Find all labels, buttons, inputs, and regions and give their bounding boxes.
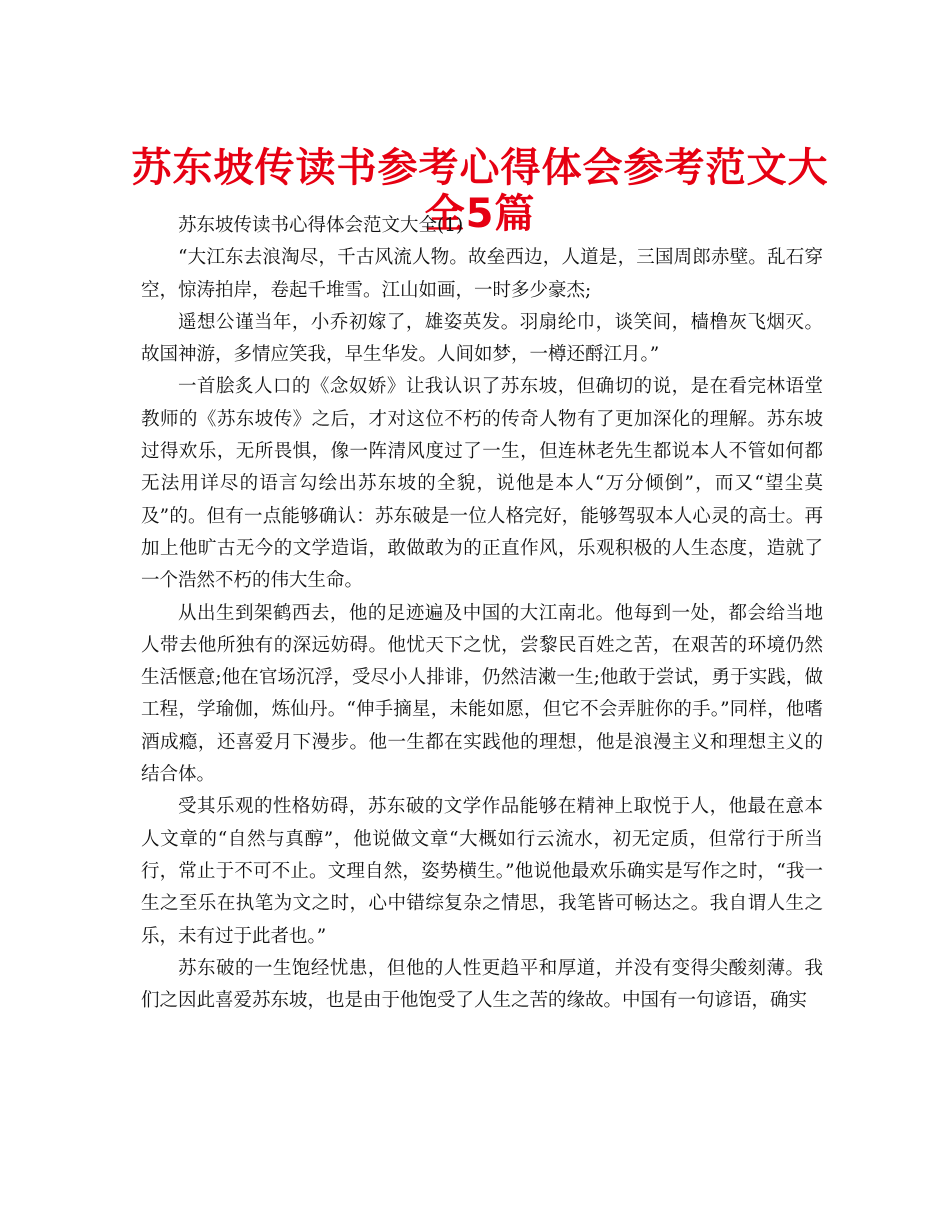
- paragraph: 从出生到架鹤西去，他的足迹遍及中国的大江南北。他每到一处，都会给当地人带去他所独有的深远妨碍。他忧天下之忧，尝黎民百姓之苦，在艰苦的环境仍然生活惬意;他在官场沉浮，受尽小人排诽，仍然洁潄一生;他敢于尝试，勇于实践，做工程，学瑜伽，炼仙丹。“伸手摘星，未能如愿，但它不会弄脏你的手。”同样，他嗜酒成瘾，还喜爱月下漫步。他一生都在实践他的理想，他是浪漫主义和理想主义的结合体。: [141, 602, 823, 786]
- section-heading: 苏东坡传读书心得体会范文大全(1): [178, 215, 464, 236]
- document-body: [141, 210, 823, 1017]
- document-title: 苏东坡传读书参考心得体会参考范文大全5篇: [131, 144, 829, 237]
- paragraph: 遥想公谨当年，小乔初嫁了，雄姿英发。羽扇纶巾，谈笑间，樯橹灰飞烟灭。故国神游，多情应笑我，早生华发。人间如梦，一樽还酹江月。”: [141, 311, 823, 366]
- paragraph: 一首脍炙人口的《念奴娇》让我认识了苏东坡，但确切的说，是在看完林语堂教师的《苏东坡传》之后，才对这位不朽的传奇人物有了更加深化的理解。苏东坡过得欢乐，无所畏惧，像一阵清风度过了一生，但连林老先生都说本人不管如何都无法用详尽的语言勾绘出苏东坡的全貌，说他是本人“万分倾倒”，而又“望尘莫及”的。但有一点能够确认：苏东破是一位人格完好，能够驾驭本人心灵的高士。再加上他旷古无今的文学造诣，敢做敢为的正直作风，乐观积极的人生态度，造就了一个浩然不朽的伟大生命。: [141, 376, 823, 592]
- paragraph: 苏东破的一生饱经忧患，但他的人性更趋平和厚道，并没有变得尖酸刻薄。我们之因此喜爱苏东坡，也是由于他饱受了人生之苦的缘故。中国有一句谚语，确实: [141, 957, 823, 1012]
- paragraph: “大江东去浪淘尽，千古风流人物。故垒西边，人道是，三国周郎赤壁。乱石穿空，惊涛拍岸，卷起千堆雪。江山如画，一时多少豪杰;: [141, 247, 823, 301]
- paragraph: 受其乐观的性格妨碍，苏东破的文学作品能够在精神上取悦于人，他最在意本人文章的“自然与真醇”，他说做文章“大概如行云流水，初无定质，但常行于所当行，常止于不可不止。文理自然，姿势横生。”他说他最欢乐确实是写作之时，“我一生之至乐在执笔为文之时，心中错综复杂之情思，我笔皆可畅达之。我自谓人生之乐，未有过于此者也。”: [141, 796, 823, 947]
